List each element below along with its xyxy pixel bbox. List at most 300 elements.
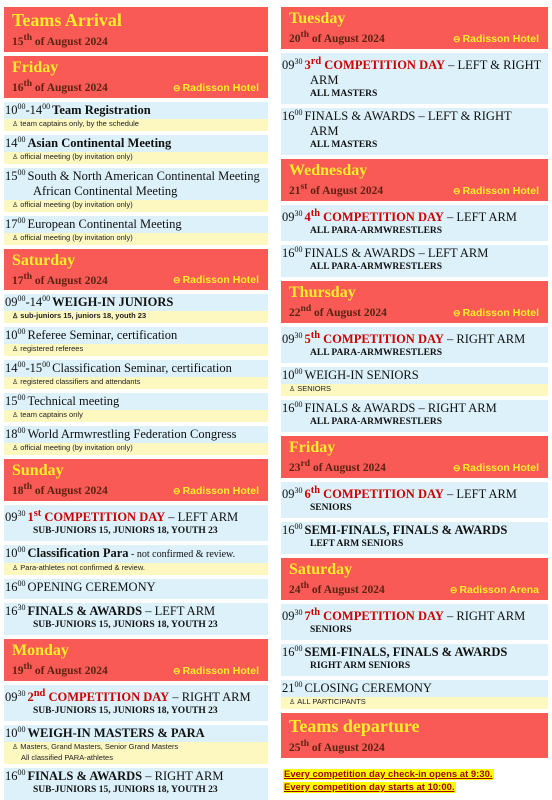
schedule-event (4, 327, 268, 356)
event-category: ALL MASTERS (310, 88, 378, 99)
event-title: FINALS & AWARDS – RIGHT ARM (304, 400, 497, 415)
time-minutes-end: 00 (42, 360, 51, 370)
venue-name: Radisson Hotel (462, 461, 539, 474)
competition-ordinal (304, 329, 444, 346)
schedule-event (281, 522, 548, 554)
event-title: – LEFT ARM (165, 510, 239, 525)
event-note-strip (4, 563, 268, 575)
time-minutes: 00 (17, 167, 26, 177)
event-time (5, 295, 50, 310)
event-title-row (282, 206, 544, 225)
time-minutes: 00 (17, 545, 26, 555)
schedule-event (4, 168, 268, 212)
date-rest: of August 2024 (32, 81, 108, 94)
ordinal-suffix: th (310, 207, 321, 219)
location-pin-icon: ⊖ (173, 666, 181, 677)
day-name: Teams Arrival (12, 10, 122, 30)
schedule-event (4, 768, 268, 800)
event-time (5, 546, 26, 561)
location-pin-icon: ⊖ (453, 33, 461, 44)
event-time (5, 690, 26, 705)
event-title-row (282, 109, 544, 124)
event-note-strip (4, 233, 268, 245)
date-rest: of August 2024 (309, 583, 385, 596)
event-title: SEMI-FINALS, FINALS & AWARDS (304, 522, 508, 537)
time-hour: 16 (282, 245, 295, 260)
person-icon: ♙ (12, 565, 19, 573)
event-note-strip (281, 697, 548, 709)
event-time (282, 58, 303, 73)
day-name: Wednesday (289, 161, 368, 179)
day-date (12, 31, 258, 49)
event-category: LEFT ARM SENIORS (310, 538, 404, 549)
event-time (282, 246, 303, 261)
time-hour: 16 (282, 108, 295, 123)
event-note-strip (281, 384, 548, 396)
time-minutes: 00 (294, 399, 303, 409)
day-header (4, 249, 268, 291)
event-time (5, 726, 26, 741)
event-time (282, 401, 303, 416)
schedule-event (4, 426, 268, 455)
time-minutes: 00 (17, 101, 26, 111)
date-suffix: th (300, 579, 310, 591)
schedule-event (281, 482, 548, 518)
time-minutes: 30 (294, 607, 303, 617)
schedule-event (4, 579, 268, 599)
footer-text: Every competition day check-in opens at 9:30. (284, 768, 493, 780)
event-title: – RIGHT ARM (443, 608, 526, 623)
event-title: – RIGHT ARM (443, 331, 526, 346)
schedule-event (4, 685, 268, 721)
event-title-row (282, 523, 544, 538)
date-day: 17 (12, 274, 24, 287)
note-text: official meeting (by invitation only) (20, 199, 133, 209)
day-header (4, 56, 268, 98)
event-title-row (282, 645, 544, 660)
date-rest: of August 2024 (311, 306, 387, 319)
date-rest: of August 2024 (309, 32, 385, 45)
event-title-row (282, 483, 544, 502)
event-title-row (5, 328, 264, 343)
event-note-strip (4, 377, 268, 389)
event-title-row (5, 394, 264, 409)
event-time (282, 332, 303, 347)
date-suffix: nd (300, 302, 312, 314)
note-text: team captains only (20, 410, 83, 420)
day-name: Saturday (289, 560, 353, 578)
competition-label: COMPETITION DAY (321, 57, 446, 72)
time-hour: 10 (5, 726, 18, 741)
time-minutes: 30 (294, 56, 303, 66)
date-suffix: th (23, 270, 33, 282)
day-name: Teams departure (289, 715, 420, 736)
date-day: 22 (289, 306, 301, 319)
event-time (282, 487, 303, 502)
event-category: ALL PARA-ARMWRESTLERS (310, 416, 443, 427)
time-minutes: 00 (17, 393, 26, 403)
note-text: registered classifiers and attendants (20, 377, 141, 387)
schedule-event (281, 245, 548, 277)
day-header (281, 436, 548, 478)
ordinal-suffix: th (310, 484, 321, 496)
event-title-row (5, 726, 264, 741)
event-title-row (282, 605, 544, 624)
event-title: WEIGH-IN SENIORS (304, 367, 419, 382)
left-column (4, 7, 268, 800)
event-title-row (282, 368, 544, 383)
event-time (282, 368, 303, 383)
time-minutes: 00 (17, 768, 26, 778)
venue-name: Radisson Hotel (462, 184, 539, 197)
location-pin-icon: ⊖ (449, 584, 458, 595)
date-suffix: th (23, 661, 33, 673)
day-name: Sunday (12, 462, 64, 480)
person-icon: ♙ (12, 234, 19, 242)
time-hour: 09 (282, 209, 295, 224)
time-hour: 21 (282, 680, 295, 695)
time-hour: 17 (5, 216, 18, 231)
time-minutes-end: 00 (42, 294, 51, 304)
time-minutes: 00 (17, 294, 26, 304)
event-title: World Armwrestling Federation Congress (27, 427, 237, 442)
schedule-event (281, 53, 548, 104)
schedule-event (4, 294, 268, 323)
competition-ordinal (304, 606, 444, 623)
event-time (5, 169, 26, 184)
competition-label: COMPETITION DAY (45, 690, 170, 705)
event-note-strip (4, 410, 268, 422)
schedule-event (4, 360, 268, 389)
time-hour-end: 14 (29, 295, 43, 310)
time-hour: 16 (282, 400, 295, 415)
time-hour-end: 14 (29, 102, 43, 117)
time-minutes: 00 (294, 244, 303, 254)
event-title-row (5, 427, 264, 442)
time-dash: - (25, 361, 30, 376)
event-title-row (5, 546, 264, 562)
time-hour: 16 (5, 769, 18, 784)
note-text: SENIORS (297, 383, 332, 393)
day-header (4, 459, 268, 501)
event-title: Team Registration (52, 102, 151, 117)
ordinal-number: 7 (304, 608, 311, 623)
time-hour: 09 (5, 510, 18, 525)
ordinal-suffix: rd (310, 55, 322, 67)
event-title-row-2 (282, 73, 544, 88)
event-time (5, 580, 26, 595)
venue-label (173, 274, 259, 286)
time-dash: - (25, 102, 30, 117)
event-note-strip (4, 311, 268, 323)
event-title: Referee Seminar, certification (27, 328, 178, 343)
event-title-row (282, 401, 544, 416)
time-minutes: 00 (294, 107, 303, 117)
day-header (281, 558, 548, 600)
event-title: Classification Para (27, 546, 129, 561)
event-title-rest: – RIGHT ARM (142, 769, 224, 784)
event-title: Technical meeting (27, 394, 120, 409)
time-hour: 14 (5, 135, 18, 150)
event-title-row (5, 103, 264, 118)
event-time (5, 604, 26, 619)
date-day: 24 (289, 583, 301, 596)
day-name: Friday (289, 438, 336, 456)
venue-name: Radisson Hotel (462, 306, 539, 319)
time-hour: 09 (282, 608, 295, 623)
date-day: 21 (289, 184, 301, 197)
event-title: WEIGH-IN MASTERS & PARA (27, 726, 205, 741)
time-minutes: 00 (294, 521, 303, 531)
event-title: – LEFT ARM (443, 486, 517, 501)
note-text: Masters, Grand Masters, Senior Grand Masters (20, 742, 179, 752)
event-category: SUB-JUNIORS 15, JUNIORS 18, YOUTH 23 (33, 526, 218, 537)
time-hour: 16 (282, 522, 295, 537)
date-rest: of August 2024 (32, 665, 108, 678)
event-title: FINALS & AWARDS (27, 604, 143, 619)
event-time (5, 769, 26, 784)
ordinal-suffix: nd (33, 688, 46, 700)
day-date (289, 737, 538, 755)
time-hour: 16 (282, 644, 295, 659)
date-day: 20 (289, 32, 301, 45)
event-time (5, 328, 26, 343)
event-title-row (5, 217, 264, 232)
date-day: 16 (12, 81, 24, 94)
time-minutes-end: 00 (42, 101, 51, 111)
person-icon: ♙ (12, 346, 19, 354)
event-title: – LEFT ARM (443, 209, 517, 224)
location-pin-icon: ⊖ (173, 486, 181, 497)
date-suffix: st (300, 180, 308, 192)
note-text: registered referees (20, 344, 84, 354)
time-hour: 09 (5, 295, 18, 310)
note-text: official meeting (by invitation only) (20, 151, 133, 161)
event-category: SUB-JUNIORS 15, JUNIORS 18, YOUTH 23 (33, 706, 218, 717)
day-header (281, 281, 548, 323)
event-title: OPENING CEREMONY (27, 580, 156, 595)
date-day: 19 (12, 665, 24, 678)
schedule-event (281, 108, 548, 155)
note-text: ALL PARTICIPANTS (297, 696, 366, 706)
competition-ordinal (28, 510, 166, 524)
ordinal-number: 1 (27, 510, 34, 525)
competition-label: COMPETITION DAY (41, 510, 166, 525)
event-title-row-2 (282, 124, 544, 139)
day-header (4, 639, 268, 681)
event-title-row (5, 295, 264, 310)
venue-name: Radisson Hotel (182, 81, 259, 94)
event-time (5, 103, 50, 118)
schedule-event (281, 367, 548, 396)
ordinal-number: 6 (304, 486, 311, 501)
right-column (281, 7, 548, 794)
venue-label (173, 485, 259, 497)
day-name: Thursday (289, 283, 356, 301)
footer-line (283, 781, 548, 794)
time-minutes: 30 (17, 689, 26, 699)
date-rest: of August 2024 (307, 184, 384, 197)
time-minutes: 30 (294, 485, 303, 495)
day-name: Saturday (12, 251, 76, 269)
time-minutes: 00 (17, 725, 26, 735)
time-minutes: 00 (17, 426, 26, 436)
event-title-row (5, 361, 264, 376)
time-minutes: 00 (294, 643, 303, 653)
event-title-row (5, 769, 264, 784)
venue-name: Radisson Hotel (182, 485, 259, 498)
event-time (282, 609, 303, 624)
day-header (281, 159, 548, 201)
event-title-row (5, 169, 264, 184)
venue-label (450, 584, 539, 596)
date-suffix: th (300, 29, 310, 40)
date-rest: of August 2024 (310, 461, 386, 474)
event-title-row (5, 686, 264, 705)
event-title: – LEFT & RIGHT (445, 57, 542, 72)
time-hour: 16 (5, 580, 18, 595)
location-pin-icon: ⊖ (173, 82, 181, 93)
time-hour: 09 (282, 331, 295, 346)
ordinal-number: 5 (304, 331, 311, 346)
time-hour: 10 (5, 328, 18, 343)
venue-name: Radisson Hotel (182, 665, 259, 678)
event-time (5, 427, 26, 442)
time-minutes: 00 (17, 134, 26, 144)
time-hour: 09 (282, 486, 295, 501)
event-category: SUB-JUNIORS 15, JUNIORS 18, YOUTH 23 (33, 785, 218, 796)
competition-label: COMPETITION DAY (320, 209, 444, 224)
event-title-row (282, 328, 544, 347)
time-hour: 15 (5, 394, 18, 409)
event-category: SENIORS (310, 624, 352, 635)
schedule-event (281, 680, 548, 709)
event-title-2: ARM (310, 123, 339, 138)
event-title: FINALS & AWARDS (27, 769, 143, 784)
event-note-strip (4, 200, 268, 212)
person-icon: ♙ (12, 744, 19, 752)
note-text: sub-juniors 15, juniors 18, youth 23 (20, 311, 147, 321)
date-suffix: rd (300, 457, 311, 469)
event-time (282, 681, 303, 696)
event-time (282, 109, 303, 124)
schedule-event (4, 135, 268, 164)
event-title-row (282, 246, 544, 261)
event-title: SEMI-FINALS, FINALS & AWARDS (304, 644, 508, 659)
competition-label: COMPETITION DAY (320, 331, 444, 346)
schedule-event (4, 393, 268, 422)
event-category: SUB-JUNIORS 15, JUNIORS 18, YOUTH 23 (33, 620, 218, 631)
event-title: Classification Seminar, certification (52, 361, 232, 376)
schedule-event (281, 644, 548, 676)
date-suffix: th (300, 737, 310, 749)
time-minutes: 30 (294, 330, 303, 340)
event-time (5, 136, 26, 151)
time-minutes: 00 (294, 366, 303, 376)
date-day: 23 (289, 461, 301, 474)
time-hour: 10 (5, 102, 18, 117)
footer-notes (281, 768, 548, 794)
venue-label (453, 33, 539, 45)
event-title-row (5, 136, 264, 151)
event-time (282, 645, 303, 660)
day-header (4, 7, 268, 52)
event-time (282, 210, 303, 225)
event-title: European Continental Meeting (27, 216, 182, 231)
event-title-2: African Continental Meeting (33, 183, 178, 198)
date-rest: of August 2024 (32, 485, 108, 498)
event-category: ALL MASTERS (310, 139, 378, 150)
event-category: ALL PARA-ARMWRESTLERS (310, 347, 443, 358)
venue-name: Radisson Hotel (462, 32, 539, 45)
competition-label: COMPETITION DAY (320, 608, 444, 623)
person-icon: ♙ (12, 445, 19, 453)
time-minutes: 00 (17, 327, 26, 337)
competition-ordinal (304, 484, 444, 501)
day-name: Monday (12, 642, 69, 660)
time-minutes: 00 (17, 215, 26, 225)
event-title: CLOSING CEREMONY (304, 680, 432, 695)
location-pin-icon: ⊖ (453, 307, 461, 318)
note-text-2: All classified PARA-athletes (21, 753, 113, 763)
event-title-2: ARM (310, 72, 339, 87)
person-icon: ♙ (12, 379, 19, 387)
schedule-event (281, 400, 548, 432)
event-title-row (282, 54, 544, 73)
schedule-event (4, 216, 268, 245)
event-category: SENIORS (310, 502, 352, 513)
note-text: team captains only, by the schedule (20, 118, 139, 128)
venue-name: Radisson Arena (459, 583, 539, 596)
time-minutes: 00 (17, 360, 26, 370)
venue-label (173, 82, 259, 94)
competition-ordinal (304, 207, 444, 224)
competition-ordinal (28, 690, 170, 704)
time-minutes: 30 (17, 509, 26, 519)
ordinal-number: 2 (27, 690, 34, 705)
person-icon: ♙ (12, 120, 19, 128)
event-title: FINALS & AWARDS – LEFT & RIGHT (304, 108, 512, 123)
date-suffix: th (23, 32, 33, 43)
venue-label (453, 462, 539, 474)
person-icon: ♙ (289, 385, 296, 393)
time-minutes: 30 (17, 603, 26, 613)
event-title-row (5, 506, 264, 525)
schedule-event (4, 102, 268, 131)
time-hour: 15 (5, 168, 18, 183)
day-header (281, 7, 548, 49)
schedule-event (4, 725, 268, 764)
time-hour: 18 (5, 427, 18, 442)
ordinal-suffix: st (33, 508, 42, 520)
competition-label: COMPETITION DAY (320, 486, 444, 501)
person-icon: ♙ (12, 153, 19, 161)
person-icon: ♙ (289, 698, 296, 706)
ordinal-number: 3 (304, 57, 311, 72)
event-note-strip (4, 119, 268, 131)
event-title: – RIGHT ARM (169, 690, 251, 705)
day-name: Tuesday (289, 10, 346, 27)
event-note-strip (4, 152, 268, 164)
event-title: Asian Continental Meeting (27, 135, 172, 150)
note-text: Para-athletes not confirmed & review. (20, 563, 145, 573)
schedule-event (4, 603, 268, 635)
footer-line (283, 768, 548, 781)
event-time (5, 361, 50, 376)
time-hour: 14 (5, 361, 18, 376)
time-hour: 10 (5, 546, 18, 561)
location-pin-icon: ⊖ (453, 462, 461, 473)
